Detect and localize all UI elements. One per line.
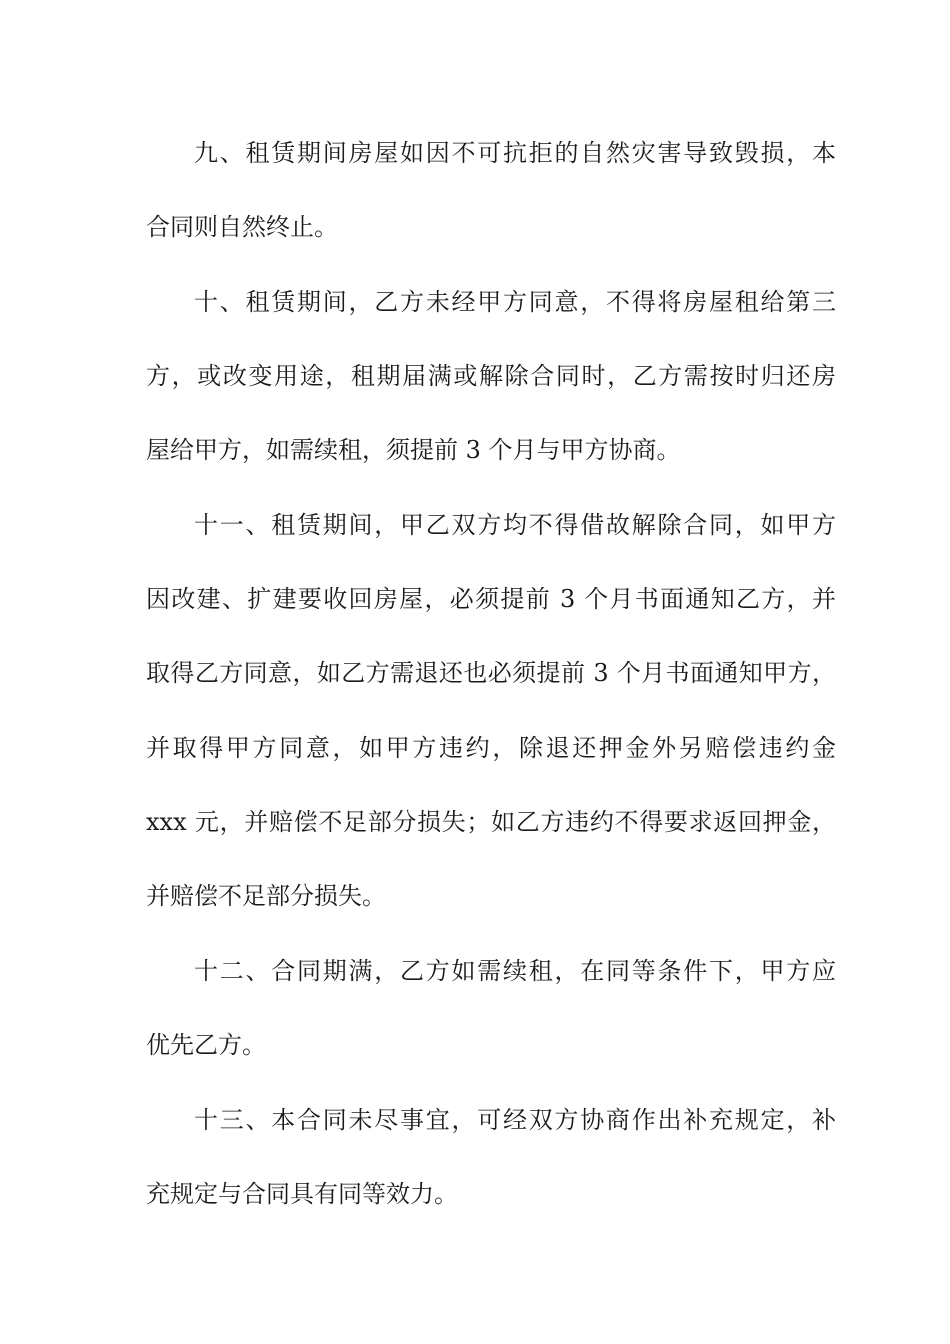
clause-12-line-2: 优先乙方。	[146, 1031, 266, 1059]
clause-11-line-4: 并取得甲方同意，如甲方违约，除退还押金外另赔偿违约金	[146, 734, 836, 762]
clause-10-line-3: 屋给甲方，如需续租，须提前 3 个月与甲方协商。	[146, 436, 681, 464]
clause-11-line-5: xxx 元，并赔偿不足部分损失；如乙方违约不得要求返回押金，	[146, 808, 836, 836]
clause-13-line-1: 十三、本合同未尽事宜，可经双方协商作出补充规定，补	[194, 1106, 836, 1134]
clause-11-line-2: 因改建、扩建要收回房屋，必须提前 3 个月书面通知乙方，并	[146, 585, 836, 613]
clause-13-line-2: 充规定与合同具有同等效力。	[146, 1180, 458, 1208]
clause-11-line-3: 取得乙方同意，如乙方需退还也必须提前 3 个月书面通知甲方，	[146, 659, 836, 687]
clause-9-line-2: 合同则自然终止。	[146, 213, 338, 241]
clause-10-line-2: 方，或改变用途，租期届满或解除合同时，乙方需按时归还房	[146, 362, 836, 390]
clause-11-line-6: 并赔偿不足部分损失。	[146, 882, 386, 910]
clause-11-line-1: 十一、租赁期间，甲乙双方均不得借故解除合同，如甲方	[194, 511, 836, 539]
clause-9-line-1: 九、租赁期间房屋如因不可抗拒的自然灾害导致毁损，本	[194, 139, 836, 167]
clause-10-line-1: 十、租赁期间，乙方未经甲方同意，不得将房屋租给第三	[194, 288, 836, 316]
clause-12-line-1: 十二、合同期满，乙方如需续租，在同等条件下，甲方应	[194, 957, 836, 985]
